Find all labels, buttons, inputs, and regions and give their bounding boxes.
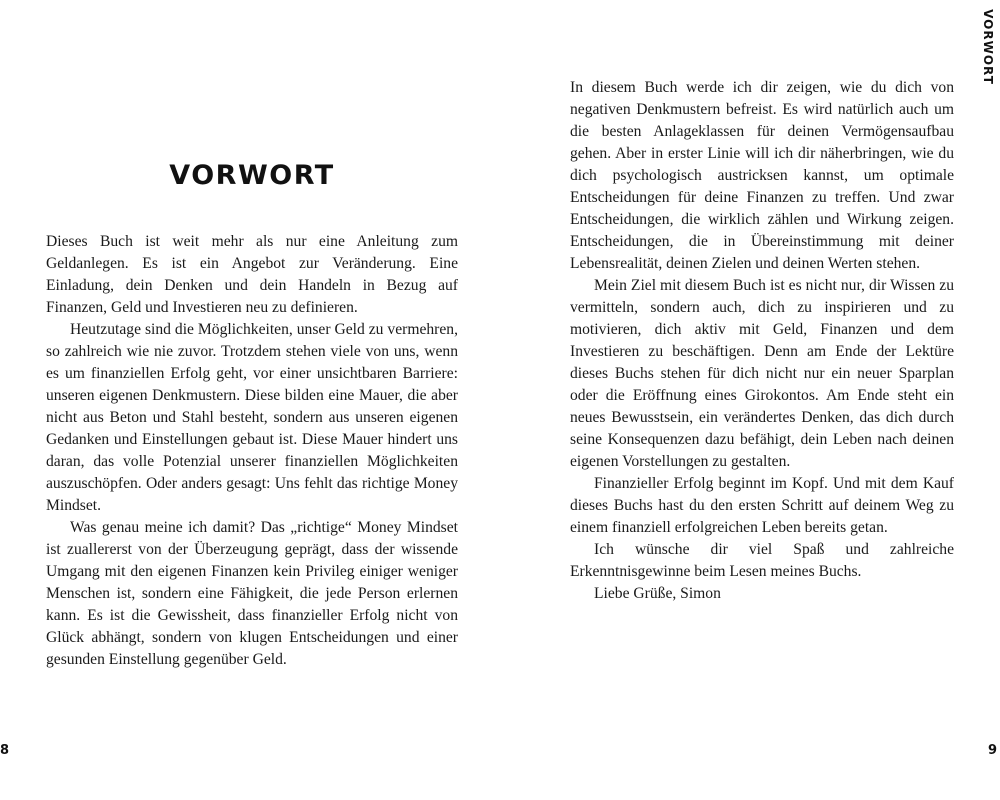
paragraph: Was genau meine ich damit? Das „richtige“ Money Mindset ist zuallererst von der Überzeugung geprägt, dass der wissende Umgang mit den eigenen Finanzen kein Privileg einiger weniger Menschen ist, sondern eine Fähigkeit, die jede Person erlernen kann. Es ist die Gewissheit, dass finanzieller Erfolg nicht von Glück abhängt, sondern von klugen Entscheidungen und einer gesunden Einstellung gegenüber Geld.	[46, 519, 458, 668]
signature-line: Liebe Grüße, Simon	[594, 585, 721, 602]
running-header: VORWORT	[981, 9, 995, 85]
paragraph: Dieses Buch ist weit mehr als nur eine Anleitung zum Geldanlegen. Es ist ein Angebot zur Veränderung. Eine Einladung, dein Denken und dein Handeln in Bezug auf Finanzen, Geld und Investieren neu zu definieren.	[46, 233, 458, 316]
page-number-right: 9	[987, 743, 997, 758]
paragraph: Heutzutage sind die Möglichkeiten, unser Geld zu vermehren, so zahlreich wie nie zuvor. Trotzdem stehen viele von uns, wenn es um finanziellen Erfolg geht, vor einer unsichtbaren Barriere: unseren eigenen Denkmustern. Diese bilden eine Mauer, die aber nicht aus Beton und Stahl besteht, sondern aus unseren eigenen Gedanken und Einstellungen gebaut ist. Diese Mauer hindert uns daran, das volle Potenzial unserer finanziellen Möglichkeiten auszuschöpfen. Oder anders gesagt: Uns fehlt das richtige Money Mindset.	[46, 321, 458, 514]
paragraph: Ich wünsche dir viel Spaß und zahlreiche Erkenntnisgewinne beim Lesen meines Buchs.	[570, 541, 954, 580]
paragraph: Mein Ziel mit diesem Buch ist es nicht nur, dir Wissen zu vermitteln, sondern auch, dich zu inspirieren und zu motivieren, dich aktiv mit Geld, Finanzen und dem Investieren zu beschäftigen. Denn am Ende der Lektüre dieses Buchs stehen für dich nicht nur ein neuer Sparplan oder die Eröffnung eines Girokontos. Am Ende steht ein neues Bewusstsein, ein verändertes Denken, das dich durch seine Konsequenzen dazu befähigt, dein Leben nach deinen eigenen Vorstellungen zu gestalten.	[570, 277, 954, 470]
chapter-title: VORWORT	[169, 160, 335, 191]
page-number-left: 8	[0, 743, 10, 758]
paragraph: Finanzieller Erfolg beginnt im Kopf. Und mit dem Kauf dieses Buchs hast du den ersten Schritt auf deinem Weg zu einem finanziell erfolgreichen Leben bereits getan.	[570, 475, 954, 536]
left-body-text	[46, 231, 458, 671]
right-page	[500, 0, 1000, 800]
right-body-text	[570, 77, 954, 605]
paragraph: In diesem Buch werde ich dir zeigen, wie du dich von negativen Denkmustern befreist. Es wird natürlich auch um die besten Anlageklassen für deinen Vermögensaufbau gehen. Aber in erster Linie will ich dir näherbringen, wie du dich psychologisch austricksen kannst, um optimale Entscheidungen für deine Finanzen zu treffen. Und zwar Entscheidungen, die wirklich zählen und Wirkung zeigen. Entscheidungen, die in Übereinstimmung mit deiner Lebensrealität, deinen Zielen und deinen Werten stehen.	[570, 79, 954, 272]
